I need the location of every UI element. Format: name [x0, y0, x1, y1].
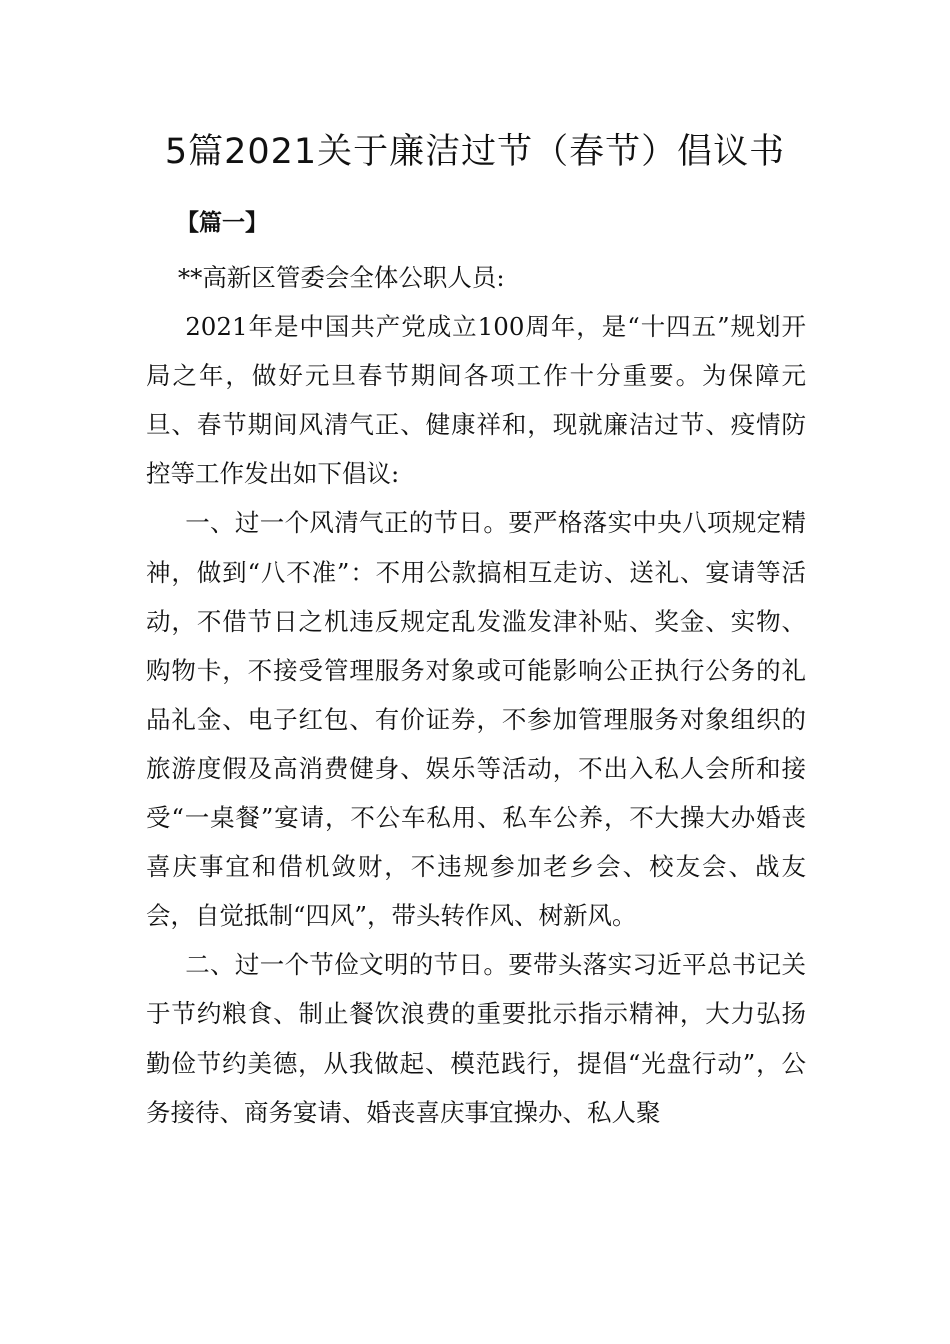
- document-body: [146, 253, 806, 1137]
- greeting-line: **高新区管委会全体公职人员:: [177, 263, 505, 292]
- paragraph-item-one: 一、过一个风清气正的节日。要严格落实中央八项规定精神，做到“八不准”：不用公款搞相互走访、送礼、宴请等活动，不借节日之机违反规定乱发滥发津补贴、奖金、实物、购物卡，不接受管理服务对象或可能影响公正执行公务的礼品礼金、电子红包、有价证券，不参加管理服务对象组织的旅游度假及高消费健身、娱乐等活动，不出入私人会所和接受“一桌餐”宴请，不公车私用、私车公养，不大操大办婚丧喜庆事宜和借机敛财，不违规参加老乡会、校友会、战友会，自觉抵制“四风”，带头转作风、树新风。: [146, 508, 806, 931]
- paragraph-item-two: 二、过一个节俭文明的节日。要带头落实习近平总书记关于节约粮食、制止餐饮浪费的重要批示指示精神，大力弘扬勤俭节约美德，从我做起、模范践行，提倡“光盘行动”，公务接待、商务宴请、婚丧喜庆事宜操办、私人聚: [146, 950, 806, 1127]
- section-heading: 【篇一】: [176, 210, 268, 236]
- paragraph-intro: 2021年是中国共产党成立100周年，是“十四五”规划开局之年，做好元旦春节期间各项工作十分重要。为保障元旦、春节期间风清气正、健康祥和，现就廉洁过节、疫情防控等工作发出如下倡议:: [146, 312, 806, 489]
- document-title: 5篇2021关于廉洁过节（春节）倡议书: [164, 132, 786, 172]
